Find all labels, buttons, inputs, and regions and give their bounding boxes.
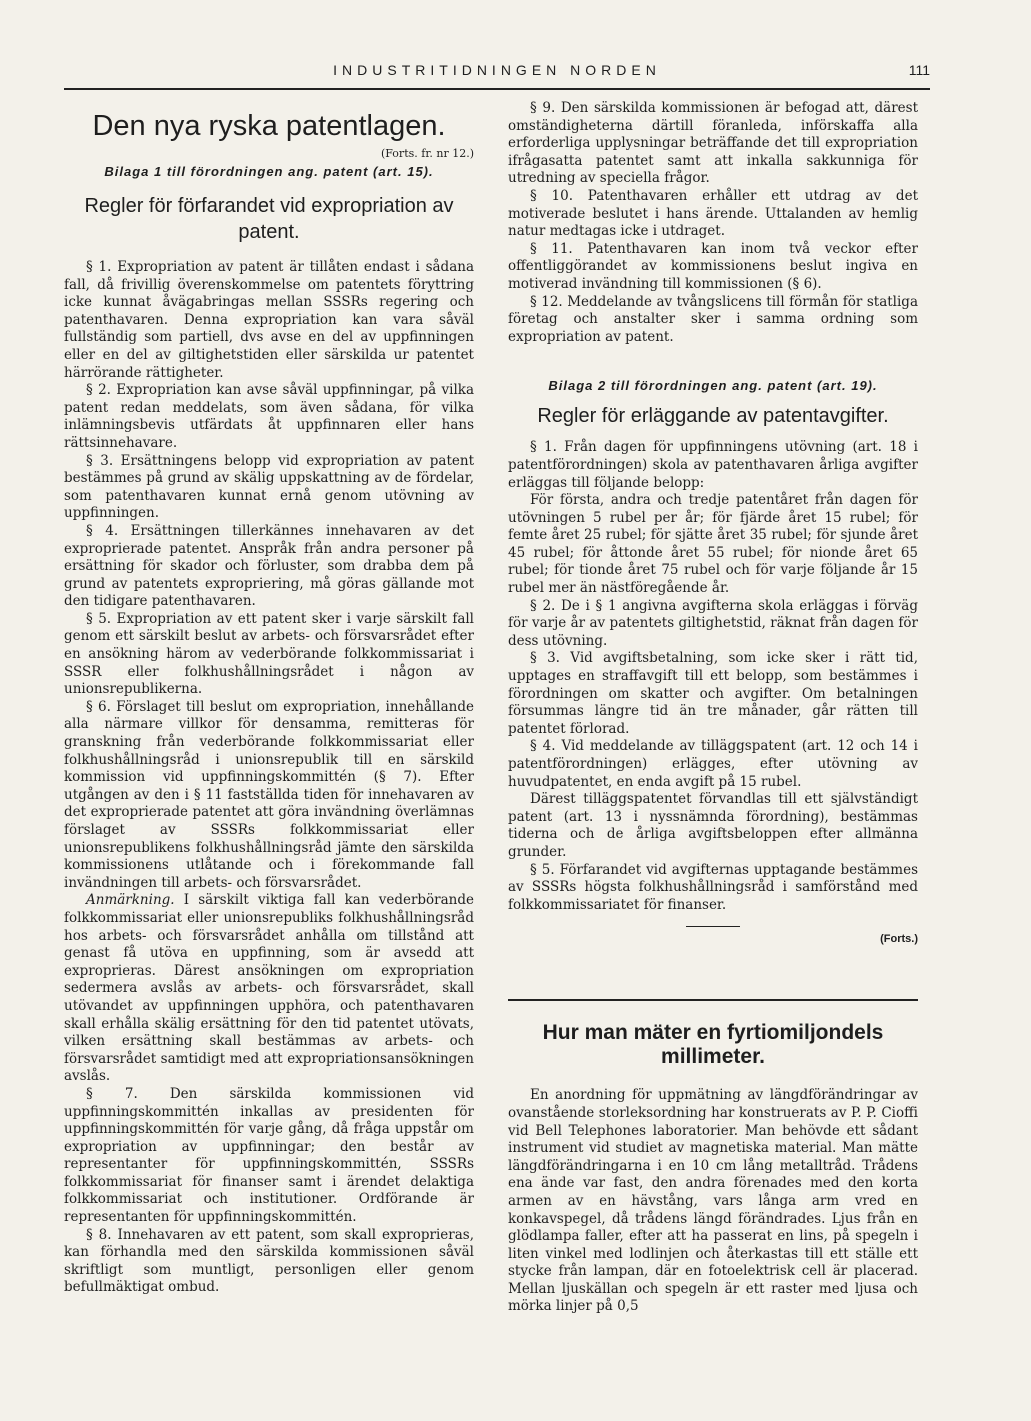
- note-text: I särskilt viktiga fall kan vederbörande folkkommissariat eller unionsrepubliks folkhushållningsråd hos arbets- och försvarsrådet anhålla om tillstånd att genast få utöva en uppfinning, som är avsedd att exproprieras. Därest ansökningen om expropriation sedermera avslås av arbets- och försvarsrådet, skall utövandet av uppfinningen upphöra, och patenthavaren skall erhålla skälig ersättning för den tid patentet utövats, vilken ersättning skall bestämmas av arbets- och försvarsrådet samtidigt med att expropriationsansökningen avslås.: [64, 892, 474, 1085]
- note-paragraph: [64, 892, 474, 1086]
- appendix-2-heading: Bilaga 2 till förordningen ang. patent (art. 19).: [548, 378, 878, 394]
- paragraph: § 3. Vid avgiftsbetalning, som icke sker i rätt tid, upptages en straffavgift till ett belopp, som bestämmes i förordningen om skatter och avgifter. Om betalningen försummas längre tid än tre månader, går rätten till patentet förlorad.: [508, 650, 918, 737]
- left-column: [64, 100, 474, 1297]
- paragraph: § 5. Förfarandet vid avgifternas upptagande bestämmes av SSSRs högsta folkhushållningsråd i samförstånd med folkkommissariatet för finanser.: [508, 861, 918, 913]
- separator-rule: [686, 926, 740, 927]
- paragraph: § 4. Vid meddelande av tilläggspatent (art. 12 och 14 i patentförordningen) erlägges, efter utövning av huvudpatentet, en enda avgift på 15 rubel.: [508, 738, 918, 790]
- paragraph: § 1. Från dagen för uppfinningens utövning (art. 18 i patentförordningen) skola av patenthavaren årliga avgifter erläggas till följande belopp:: [508, 439, 918, 491]
- paragraph: Därest tilläggspatentet förvandlas till ett självständigt patent (art. 13 i nyssnämnda förordning), bestämmas tiderna och de årliga avgiftsbeloppen efter allmänna grunder.: [508, 791, 918, 860]
- paragraph: § 11. Patenthavaren kan inom två veckor efter offentliggörandet av kommissionens beslut ingiva en motiverad invändning till kommissionen (§ 6).: [508, 240, 918, 292]
- paragraph: § 8. Innehavaren av ett patent, som skall exproprieras, kan förhandla med den särskilda kommissionen såväl skriftligt som muntligt, personligen eller genom befullmäktigat ombud.: [64, 1226, 474, 1296]
- paragraph: § 12. Meddelande av tvångslicens till förmån för statliga företag och anstalter sker i samma ordning som expropriation av patent.: [508, 293, 918, 345]
- article-divider: [508, 999, 918, 1001]
- paragraph: § 7. Den särskilda kommissionen vid uppfinningskommittén inkallas av presidenten för uppfinningskommittén för varje gång, då fråga uppstår om expropriation av uppfinningar; den består av representanter för uppfinningskommittén, SSSRs folkkommissariat för finanser samt i ärendet delaktiga folkkommissariat och institutioner. Ordförande är representanten för uppfinningskommittén.: [64, 1085, 474, 1226]
- right-column: [508, 100, 918, 1316]
- paragraph: § 3. Ersättningens belopp vid expropriation av patent bestämmes på grund av skälig uppskattning av de fördelar, som patenthavaren kunnat ernå genom utövning av uppfinningen.: [64, 452, 474, 522]
- section-title-expropriation: Regler för förfarandet vid expropriation av patent.: [84, 195, 454, 243]
- running-title: INDUSTRITIDNINGEN NORDEN: [333, 62, 661, 78]
- continued-note: (Forts.): [880, 933, 918, 946]
- paragraph: § 9. Den särskilda kommissionen är befogad att, därest omständigheterna därtill föranleda, införskaffa alla erforderliga upplysningar beträffande det till expropriation ifrågasatta patentet samt att inkalla sakkunniga för utredning av speciella frågor.: [508, 100, 918, 187]
- page-header: [64, 62, 930, 88]
- article-2-body: En anordning för uppmätning av längdförändringar av ovanstående storleksordning har konstruerats av P. P. Cioffi vid Bell Telephones laboratorier. Man behövde ett sådant instrument vid studiet av magnetiska material. Man mätte längdförändringarna i en 10 cm lång metalltråd. Trådens ena ände var fast, den andra förenades med den korta armen av en hävstång, vars långa arm vred en konkavspegel, då trådens längd förändrades. Ljus från en glödlampa faller, efter att ha passerat en lins, på spegeln i liten vinkel med lodlinjen och återkastas till ett ställe ett stycke från lampan, där en fotoelektrisk cell är placerad. Mellan ljuskällan och spegeln är ett raster med ljusa och mörka linjer på 0,5: [508, 1087, 918, 1315]
- article-title: Den nya ryska patentlagen.: [92, 110, 446, 142]
- paragraph: § 1. Expropriation av patent är tillåten endast i sådana fall, då frivillig överenskommelse om patentets föryttring icke kunnat åvägabringas mellan SSSRs regering och patenthavaren. Denna expropriation kan vara såväl fullständig som partiell, dvs avse en del av uppfinningen eller en del av giltighetstiden eller särskilda ur patentet härrörande rättigheter.: [64, 259, 474, 381]
- header-rule: [64, 88, 930, 90]
- note-label: Anmärkning.: [86, 892, 175, 909]
- paragraph: § 4. Ersättningen tillerkännes innehavaren av det exproprierade patentet. Anspråk från andra personer på ersättning för skador och förluster, som drabba dem på grund av patentets expropriering, må göras gällande mot den tidigare patenthavaren.: [64, 522, 474, 610]
- continued-from-note: (Forts. fr. nr 12.): [380, 147, 474, 160]
- paragraph: § 5. Expropriation av ett patent sker i varje särskilt fall genom ett särskilt beslut av arbets- och försvarsrådet efter en ansökning härom av vederbörande folkkommissariat i SSSR eller folkhushållningsrådet i någon av unionsrepublikerna.: [64, 610, 474, 698]
- paragraph: § 10. Patenthavaren erhåller ett utdrag av det motiverade beslutet i hans ärende. Uttalanden av hemlig natur medtagas icke i utdraget.: [508, 187, 918, 240]
- paragraph: För första, andra och tredje patentåret från dagen för utövningen 5 rubel per år; för fjärde året 15 rubel; för femte året 25 rubel; för sjätte året 35 rubel; för sjunde året 45 rubel; för åttonde året 55 rubel; för nionde året 65 rubel; för tionde året 75 rubel och för varje följande år 15 rubel mer än nästföregående år.: [508, 492, 918, 597]
- section-title-fees: Regler för erläggande av patentavgifter.: [537, 405, 889, 428]
- appendix-1-heading: Bilaga 1 till förordningen ang. patent (art. 15).: [104, 164, 434, 179]
- paragraph: § 2. Expropriation kan avse såväl uppfinningar, på vilka patent redan meddelats, som även sådana, för vilka inlämningsbevis utfärdats åt uppfinnaren eller hans rättsinnehavare.: [64, 382, 474, 451]
- paragraph: § 2. De i § 1 angivna avgifterna skola erläggas i förväg för varje år av patentets giltighetstid, räknat från dagen för dess utövning.: [508, 597, 918, 649]
- paragraph: § 6. Förslaget till beslut om expropriation, innehållande alla närmare villkor för densamma, remitteras för granskning från vederbörande folkkommissariat eller folkhushållningsråd i unionsrepublik till en särskild kommission vid uppfinningskommittén (§ 7). Efter utgången av den i § 11 fastställda tiden för innehavaren av det exproprierade patentet att göra invändning överlämnas förslaget av SSSRs folkkommissariat eller unionsrepublikens folkhushållningsråd jämte den särskilda kommissionens utlåtande och i förekommande fall invändningen till arbets- och försvarsrådet.: [64, 698, 474, 891]
- article-2-title: Hur man mäter en fyrtiomiljondels millimeter.: [542, 1021, 884, 1069]
- page-number: 111: [908, 62, 930, 78]
